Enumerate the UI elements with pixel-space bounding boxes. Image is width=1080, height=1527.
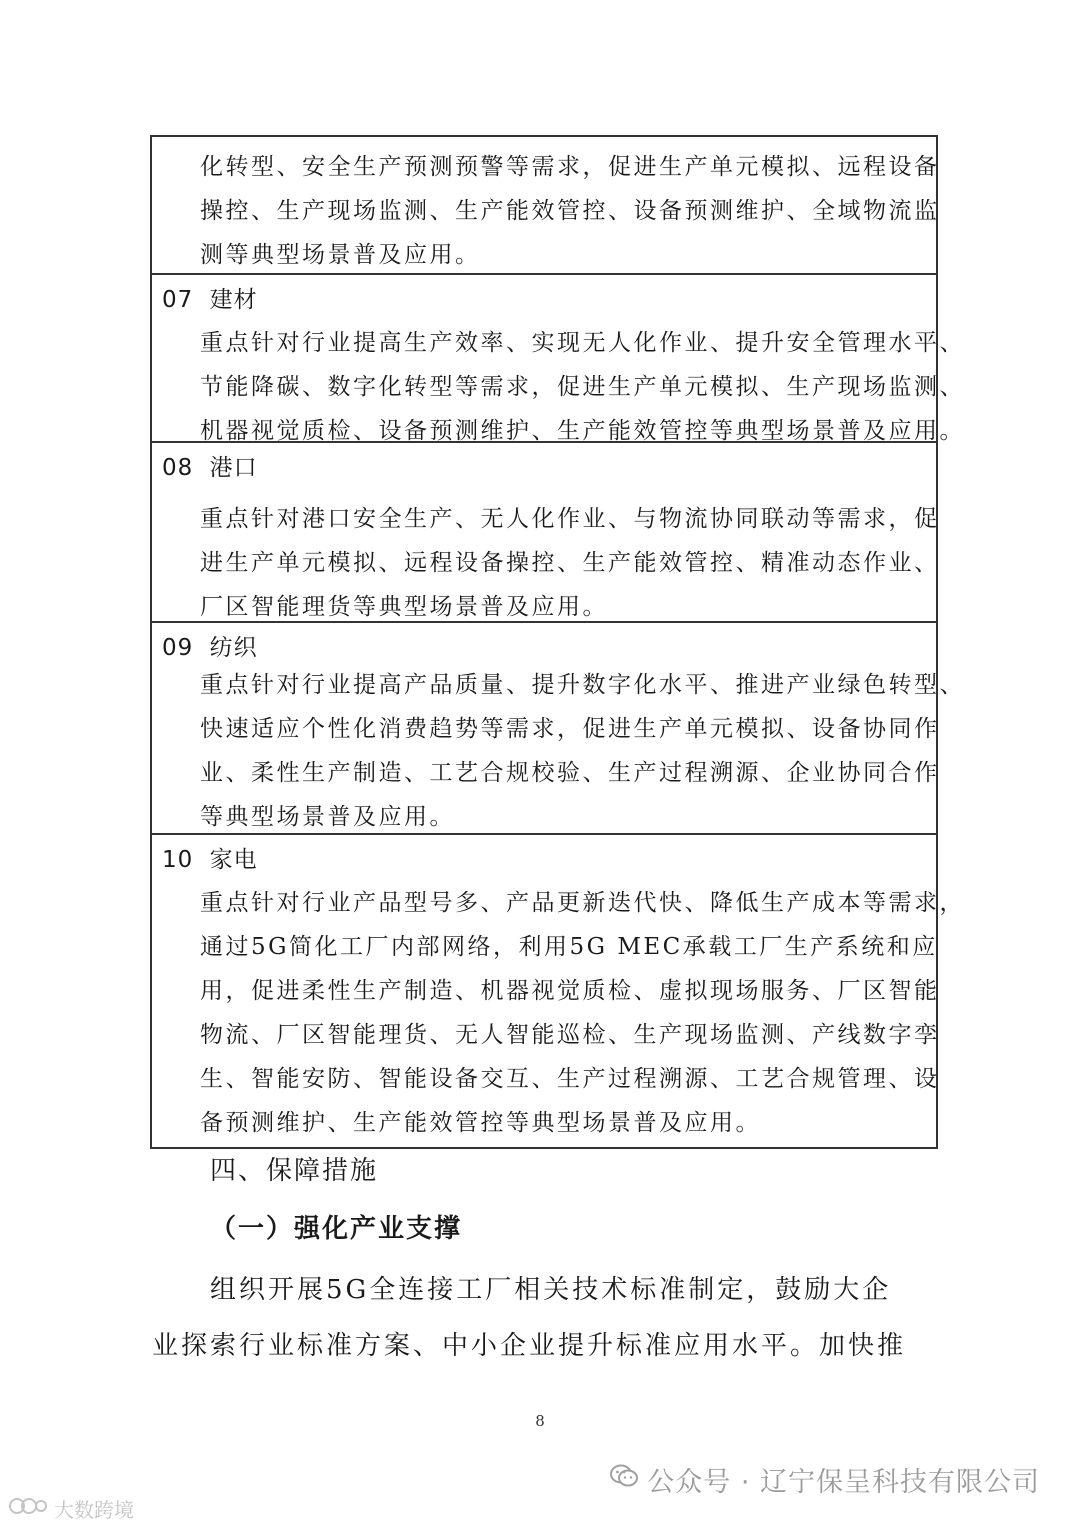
text-line: 厂区智能理货等典型场景普及应用。 [200,594,608,620]
paragraph-line: 业探索行业标准方案、中小企业提升标准应用水平。加快推 [152,1331,907,1361]
text-line: 机器视觉质检、设备预测维护、生产能效管控等典型场景普及应用。 [200,418,965,444]
text-line: 进生产单元模拟、远程设备操控、生产能效管控、精准动态作业、 [200,550,940,576]
brand-text: 大数跨境 [54,1498,134,1522]
paragraph-line: 组织开展5G全连接工厂相关技术标准制定，鼓励大企 [210,1275,892,1305]
body-paragraph [152,1262,912,1374]
table-row [150,623,965,835]
text-line: 物流、厂区智能理货、无人智能巡检、生产现场监测、产线数字孪 [200,1022,940,1048]
row-text [200,663,965,839]
row-title: 港口 [209,455,258,481]
table-row [150,135,938,275]
watermark-text: 公众号 · 辽宁保呈科技有限公司 [647,1467,1040,1498]
table-row [150,835,965,1149]
text-line: 等典型场景普及应用。 [200,804,455,830]
watermark-brand [8,1494,134,1523]
text-line: 用，促进柔性生产制造、机器视觉质检、虚拟现场服务、厂区智能 [200,978,940,1004]
row-title: 家电 [209,847,258,873]
row-heading [162,449,258,482]
text-line: 快速适应个性化消费趋势等需求，促进生产单元模拟、设备协同作 [200,716,940,742]
text-line: 重点针对行业提高生产效率、实现无人化作业、提升安全管理水平、 [200,330,965,356]
text-line: 重点针对行业产品型号多、产品更新迭代快、降低生产成本等需求， [200,890,965,916]
text-line: 业、柔性生产制造、工艺合规校验、生产过程溯源、企业协同合作 [200,760,940,786]
table-row [150,443,938,623]
text-line: 化转型、安全生产预测预警等需求，促进生产单元模拟、远程设备 [200,154,940,180]
row-number: 10 [162,847,194,873]
row-number: 08 [162,455,194,481]
text-line: 通过5G简化工厂内部网络，利用5G MEC承载工厂生产系统和应 [200,934,938,960]
text-line: 测等典型场景普及应用。 [200,242,481,268]
row-heading [162,281,258,314]
row-heading [162,841,258,874]
row-title: 纺织 [209,635,258,661]
row-text [200,497,940,629]
row-number: 09 [162,635,194,661]
brand-logo-icon [8,1495,48,1522]
row-title: 建材 [209,287,258,313]
text-line: 备预测维护、生产能效管控等典型场景普及应用。 [200,1110,761,1136]
text-line: 重点针对行业提高产品质量、提升数字化水平、推进产业绿色转型、 [200,672,965,698]
watermark-account [609,1460,1040,1499]
row-number: 07 [162,287,194,313]
row-text [200,321,965,453]
subsection-heading: （一）强化产业支撑 [210,1214,463,1244]
text-line: 生、智能安防、智能设备交互、生产过程溯源、工艺合规管理、设 [200,1066,940,1092]
row-text [200,881,965,1145]
section-heading: 四、保障措施 [210,1156,379,1186]
wechat-icon [609,1463,639,1496]
text-line: 节能降碳、数字化转型等需求，促进生产单元模拟、生产现场监测、 [200,374,965,400]
row-text [200,145,940,277]
page-number: 8 [535,1412,545,1430]
text-line: 重点针对港口安全生产、无人化作业、与物流协同联动等需求，促 [200,506,940,532]
row-heading [162,629,258,662]
text-line: 操控、生产现场监测、生产能效管控、设备预测维护、全域物流监 [200,198,940,224]
table-row [150,275,965,444]
